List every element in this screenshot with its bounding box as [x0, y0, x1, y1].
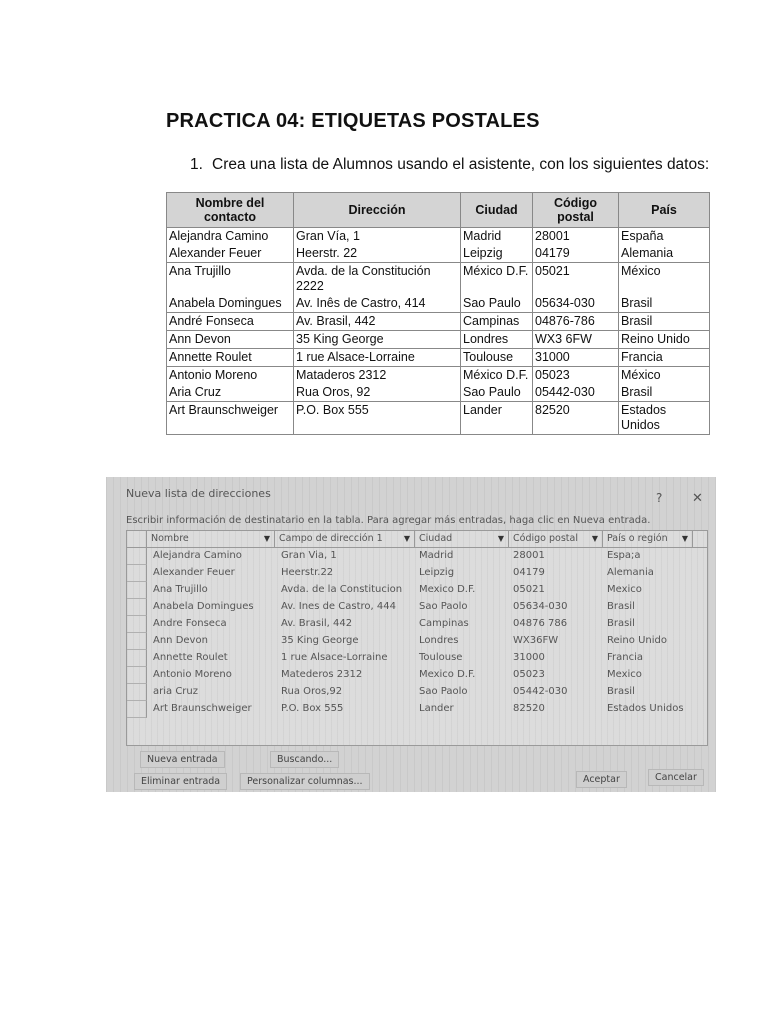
cell: Francia: [619, 349, 710, 367]
grid-row[interactable]: [127, 633, 707, 650]
grid-cell[interactable]: Alejandra Camino: [153, 550, 242, 561]
grid-row[interactable]: [127, 701, 707, 718]
grid-cell[interactable]: 05023: [513, 669, 545, 680]
grid-cell[interactable]: Mexico: [607, 669, 642, 680]
grid-row[interactable]: [127, 582, 707, 599]
grid-row[interactable]: [127, 548, 707, 565]
row-selector[interactable]: [127, 548, 147, 565]
grid-cell[interactable]: Madrid: [419, 550, 454, 561]
new-entry-button[interactable]: Nueva entrada: [140, 751, 225, 768]
cancel-button[interactable]: Cancelar: [648, 769, 704, 786]
cell: Heerstr. 22: [294, 245, 461, 263]
grid-cell[interactable]: Ann Devon: [153, 635, 208, 646]
cell: México D.F.: [461, 263, 533, 296]
cell: Campinas: [461, 313, 533, 331]
cell: 1 rue Alsace-Lorraine: [294, 349, 461, 367]
page-title: PRACTICA 04: ETIQUETAS POSTALES: [166, 110, 540, 132]
cell: 35 King George: [294, 331, 461, 349]
grid-cell[interactable]: aria Cruz: [153, 686, 199, 697]
column-label: Nombre: [151, 533, 189, 544]
table-row: [167, 402, 710, 435]
grid-cell[interactable]: WX36FW: [513, 635, 559, 646]
table-row: [167, 331, 710, 349]
cell: México: [619, 367, 710, 385]
cell: Reino Unido: [619, 331, 710, 349]
grid-cell[interactable]: 05634-030: [513, 601, 568, 612]
dialog-title: Nueva lista de direcciones: [126, 487, 271, 500]
grid-cell[interactable]: 05442-030: [513, 686, 568, 697]
dropdown-arrow-icon[interactable]: ▼: [403, 534, 410, 543]
cell: Brasil: [619, 313, 710, 331]
table-row: [167, 245, 710, 263]
grid-cell[interactable]: Av. Ines de Castro, 444: [281, 601, 396, 612]
cell: Toulouse: [461, 349, 533, 367]
grid-corner: [127, 531, 147, 547]
row-selector[interactable]: [127, 599, 147, 616]
grid-cell[interactable]: Av. Brasil, 442: [281, 618, 353, 629]
row-selector[interactable]: [127, 616, 147, 633]
grid-cell[interactable]: 04179: [513, 567, 545, 578]
instruction-text: Crea una lista de Alumnos usando el asistente, con los siguientes datos:: [212, 156, 710, 173]
grid-cell[interactable]: Brasil: [607, 601, 635, 612]
grid-cell[interactable]: Leipzig: [419, 567, 455, 578]
cell: Gran Vía, 1: [294, 228, 461, 246]
grid-cell[interactable]: Toulouse: [419, 652, 463, 663]
cell: Sao Paulo: [461, 295, 533, 313]
cell: 05023: [533, 367, 619, 385]
table-row: [167, 349, 710, 367]
grid-cell[interactable]: 05021: [513, 584, 545, 595]
cell: Alexander Feuer: [167, 245, 294, 263]
cell: Mataderos 2312: [294, 367, 461, 385]
cell: España: [619, 228, 710, 246]
dropdown-arrow-icon[interactable]: ▼: [681, 534, 688, 543]
cell: Ann Devon: [167, 331, 294, 349]
cell: 05442-030: [533, 384, 619, 402]
grid-cell[interactable]: Ana Trujillo: [153, 584, 208, 595]
grid-row[interactable]: [127, 599, 707, 616]
grid-cell[interactable]: 35 King George: [281, 635, 359, 646]
cell: Londres: [461, 331, 533, 349]
grid-cell[interactable]: 82520: [513, 703, 545, 714]
column-header-pais[interactable]: [603, 531, 693, 547]
grid-cell[interactable]: Matederos 2312: [281, 669, 363, 680]
grid-cell[interactable]: Alemania: [607, 567, 654, 578]
grid-cell[interactable]: Francia: [607, 652, 644, 663]
grid-cell[interactable]: 1 rue Alsace-Lorraine: [281, 652, 388, 663]
grid-cell[interactable]: 28001: [513, 550, 545, 561]
dropdown-arrow-icon[interactable]: ▼: [497, 534, 504, 543]
table-row: [167, 384, 710, 402]
grid-cell[interactable]: Brasil: [607, 686, 635, 697]
row-selector[interactable]: [127, 633, 147, 650]
grid-cell[interactable]: Heerstr.22: [281, 567, 334, 578]
grid-cell[interactable]: Mexico D.F.: [419, 669, 476, 680]
table-row: [167, 295, 710, 313]
table-header-row: [167, 193, 710, 228]
cell: Sao Paulo: [461, 384, 533, 402]
grid-cell[interactable]: Mexico: [607, 584, 642, 595]
grid-cell[interactable]: Rua Oros,92: [281, 686, 343, 697]
row-selector[interactable]: [127, 667, 147, 684]
cell: P.O. Box 555: [294, 402, 461, 435]
cell: Brasil: [619, 384, 710, 402]
grid-cell[interactable]: 04876 786: [513, 618, 568, 629]
grid-cell[interactable]: Mexico D.F.: [419, 584, 476, 595]
cell: Annette Roulet: [167, 349, 294, 367]
grid-cell[interactable]: Sao Paolo: [419, 601, 468, 612]
grid-row[interactable]: [127, 565, 707, 582]
cell: 04876-786: [533, 313, 619, 331]
cell: Av. Inês de Castro, 414: [294, 295, 461, 313]
column-header-direccion[interactable]: [275, 531, 415, 547]
cell: Estados Unidos: [619, 402, 710, 435]
close-icon[interactable]: ✕: [692, 491, 703, 506]
cell: Anabela Domingues: [167, 295, 294, 313]
grid-cell[interactable]: Brasil: [607, 618, 635, 629]
cell: Avda. de la Constitución 2222: [294, 263, 461, 296]
grid-row[interactable]: [127, 667, 707, 684]
grid-cell[interactable]: Avda. de la Constitucion: [281, 584, 403, 595]
cell: 31000: [533, 349, 619, 367]
cell: WX3 6FW: [533, 331, 619, 349]
cell: Rua Oros, 92: [294, 384, 461, 402]
row-selector[interactable]: [127, 565, 147, 582]
cell: Antonio Moreno: [167, 367, 294, 385]
cell: 28001: [533, 228, 619, 246]
header-nombre: Nombre del contacto: [167, 193, 294, 228]
grid-cell[interactable]: Londres: [419, 635, 459, 646]
grid-cell[interactable]: Antonio Moreno: [153, 669, 232, 680]
table-row: [167, 263, 710, 296]
grid-cell[interactable]: Espa;a: [607, 550, 641, 561]
dialog-instruction: Escribir información de destinatario en la tabla. Para agregar más entradas, haga clic en Nueva entrada.: [126, 515, 651, 526]
grid-row[interactable]: [127, 616, 707, 633]
row-selector[interactable]: [127, 650, 147, 667]
column-header-codigo-postal[interactable]: [509, 531, 603, 547]
table-row: [167, 367, 710, 385]
cell: Art Braunschweiger: [167, 402, 294, 435]
row-selector[interactable]: [127, 582, 147, 599]
cell: Alemania: [619, 245, 710, 263]
customize-columns-button[interactable]: Personalizar columnas...: [240, 773, 370, 790]
cell: André Fonseca: [167, 313, 294, 331]
grid-cell[interactable]: Lander: [419, 703, 454, 714]
grid-row[interactable]: [127, 650, 707, 667]
cell: Alejandra Camino: [167, 228, 294, 246]
dropdown-arrow-icon[interactable]: ▼: [591, 534, 598, 543]
instruction: [190, 156, 709, 174]
grid-cell[interactable]: Annette Roulet: [153, 652, 228, 663]
column-label: Ciudad: [419, 533, 453, 544]
column-header-ciudad[interactable]: [415, 531, 509, 547]
cell: Ana Trujillo: [167, 263, 294, 296]
cell: Brasil: [619, 295, 710, 313]
header-direccion: Dirección: [294, 193, 461, 228]
header-ciudad: Ciudad: [461, 193, 533, 228]
table-row: [167, 313, 710, 331]
delete-entry-button[interactable]: Eliminar entrada: [134, 773, 227, 790]
row-selector[interactable]: [127, 701, 147, 718]
address-list-dialog: [106, 477, 716, 792]
cell: México D.F.: [461, 367, 533, 385]
grid-cell[interactable]: Estados Unidos: [607, 703, 684, 714]
search-button[interactable]: Buscando...: [270, 751, 339, 768]
cell: Lander: [461, 402, 533, 435]
column-label: Campo de dirección 1: [279, 533, 383, 544]
grid-cell[interactable]: 31000: [513, 652, 545, 663]
cell: 04179: [533, 245, 619, 263]
column-header-nombre[interactable]: [147, 531, 275, 547]
cell: 05634-030: [533, 295, 619, 313]
grid-cell[interactable]: Reino Unido: [607, 635, 667, 646]
cell: Madrid: [461, 228, 533, 246]
cell: 82520: [533, 402, 619, 435]
column-label: País o región: [607, 533, 668, 544]
grid-cell[interactable]: Anabela Domingues: [153, 601, 254, 612]
grid-cell[interactable]: Alexander Feuer: [153, 567, 235, 578]
grid-header: [127, 531, 707, 548]
grid-cell[interactable]: P.O. Box 555: [281, 703, 344, 714]
cell: Aria Cruz: [167, 384, 294, 402]
grid-cell[interactable]: Sao Paolo: [419, 686, 468, 697]
grid-cell[interactable]: Gran Via, 1: [281, 550, 337, 561]
column-label: Código postal: [513, 533, 578, 544]
grid-row[interactable]: [127, 684, 707, 701]
table-row: [167, 228, 710, 246]
dropdown-arrow-icon[interactable]: ▼: [263, 534, 270, 543]
data-table: [166, 192, 710, 435]
cell: Av. Brasil, 442: [294, 313, 461, 331]
accept-button[interactable]: Aceptar: [576, 771, 627, 788]
cell: Leipzig: [461, 245, 533, 263]
row-selector[interactable]: [127, 684, 147, 701]
instruction-number: 1.: [190, 156, 203, 173]
grid-cell[interactable]: Campinas: [419, 618, 469, 629]
header-pais: País: [619, 193, 710, 228]
grid-cell[interactable]: Art Braunschweiger: [153, 703, 252, 714]
address-grid: [126, 530, 708, 746]
grid-cell[interactable]: Andre Fonseca: [153, 618, 227, 629]
cell: México: [619, 263, 710, 296]
cell: 05021: [533, 263, 619, 296]
header-codigo-postal: Código postal: [533, 193, 619, 228]
help-icon[interactable]: ?: [656, 491, 663, 505]
